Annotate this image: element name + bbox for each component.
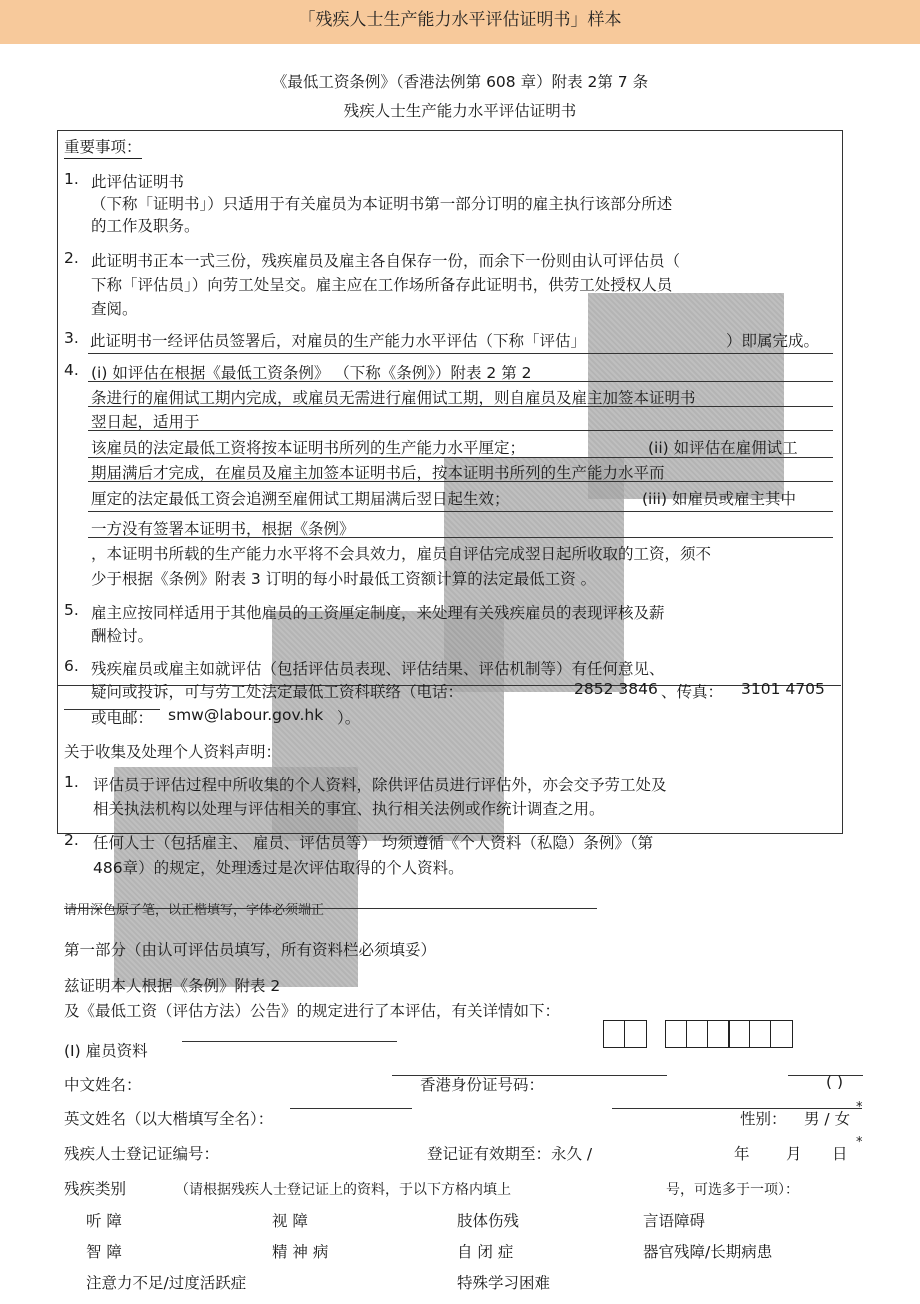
gender-label: 性别： [740,1110,787,1128]
item3-line1-end: ）即属完成。 [726,332,820,350]
privacy-heading: 关于收集及处理个人资料声明： [64,743,282,761]
option-mental[interactable]: 精 神 病 [272,1243,329,1261]
item4-line4: 该雇员的法定最低工资将按本证明书所列的生产能力水平厘定； [91,439,526,457]
item-number: 1. [64,170,79,188]
rule-line [88,511,833,512]
ordinance-reference: 《最低工资条例》（香港法例第 608 章）附表 2第 7 条 [271,73,649,91]
valid-until-label: 登记证有效期至：永久 / [427,1145,593,1163]
box-divider [749,1020,750,1047]
item2-line1: 此证明书正本一式三份，残疾雇员及雇主各自保存一份，而余下一份则由认可评估员（ [91,252,681,270]
option-physical[interactable]: 肢体伤残 [457,1212,520,1230]
option-learning[interactable]: 特殊学习困难 [457,1274,551,1292]
hkid-label: 香港身份证号码： [420,1076,545,1094]
declaration-line1: 兹证明本人根据《条例》附表 2 [64,977,281,995]
privacy1-line1: 评估员于评估过程中所收集的个人资料，除供评估员进行评估外，亦会交予劳工处及 [93,776,667,794]
document-title: 残疾人士生产能力水平评估证明书 [343,102,577,120]
option-intellectual[interactable]: 智 障 [86,1243,122,1261]
asterisk: * [856,1100,863,1115]
box-divider [686,1020,687,1047]
rule-line [88,353,833,354]
item1-line3: 的工作及职务。 [91,217,200,235]
item1-line1: 此评估证明书 [91,173,185,191]
english-name-field[interactable] [290,1108,412,1109]
item-number: 1. [64,773,79,791]
rule-line [88,406,833,407]
item1-line2: （下称「证明书」）只适用于有关雇员为本证明书第一部分订明的雇主执行该部分所述 [91,195,673,213]
option-autism[interactable]: 自 闭 症 [457,1243,514,1261]
hkid-prefix-box[interactable] [603,1020,647,1048]
item4-line1: (i) 如评估在根据《最低工资条例》 （下称《条例》）附表 2 第 2 [91,364,532,382]
important-heading: 重要事项： [64,135,142,159]
box-divider [707,1020,708,1047]
disability-type-label: 残疾类别 [64,1180,127,1198]
item6-line3-end: ）。 [337,709,361,727]
option-adhd[interactable]: 注意力不足/过度活跃症 [86,1274,247,1292]
underline [182,1041,397,1042]
rule-line [88,381,833,382]
item-number: 2. [64,249,79,267]
page-header: 「残疾人士生产能力水平评估证明书」样本 [0,0,920,44]
declaration-line2: 及《最低工资（评估方法）公告》的规定进行了本评估，有关详情如下： [64,1002,561,1020]
item4-line9: 少于根据《条例》附表 3 订明的每小时最低工资额计算的法定最低工资 。 [91,570,597,588]
part1-heading: 第一部分（由认可评估员填写，所有资料栏必须填妥） [64,941,437,959]
day-label: 日 [832,1145,848,1163]
item4-line8: ，本证明书所载的生产能力水平将不会具效力，雇员自评估完成翌日起所收取的工资，须不 [91,545,712,563]
chinese-name-label: 中文姓名： [64,1076,142,1094]
section-employee-info: (I) 雇员资料 [64,1042,148,1060]
registration-no-label: 残疾人士登记证编号： [64,1145,220,1163]
gender-options[interactable]: 男 / 女 [804,1110,851,1128]
phone-number: 2852 3846 [574,680,658,698]
item6-line2: 疑问或投诉，可与劳工处法定最低工资科联络（电话： [91,683,464,701]
rule-line [88,537,833,538]
item4-line6: 厘定的法定最低工资会追溯至雇佣试工期届满后翌日起生效； [91,490,510,508]
disability-note: （请根据残疾人士登记证上的资料，于以下方格内填上 [175,1182,511,1198]
rule-line [88,430,833,431]
rule-line [88,457,833,458]
strike-line [64,908,597,909]
rule-line [88,481,833,482]
disability-note-end: 号，可选多于一项）： [666,1182,799,1198]
item4-line4-b: (ii) 如评估在雇佣试工 [648,439,798,457]
item6-line1: 残疾雇员或雇主如就评估（包括评估员表现、评估结果、评估机制等）有任何意见、 [91,660,665,678]
month-label: 月 [786,1145,802,1163]
fax-number: 3101 4705 [741,680,825,698]
item3-line1: 此证明书一经评估员签署后，对雇员的生产能力水平评估（下称「评估」 [90,332,587,350]
english-name-label: 英文姓名（以大楷填写全名）： [64,1110,274,1128]
item4-line6-b: (iii) 如雇员或雇主其中 [642,490,796,508]
hkid-check-digit: ( ) [826,1073,844,1091]
option-visceral[interactable]: 器官残障/长期病患 [643,1243,773,1261]
item2-line3: 查阅。 [91,300,138,318]
privacy1-line2: 相关执法机构以处理与评估相关的事宜、执行相关法例或作统计调查之用。 [93,800,605,818]
item4-line5: 期届满后才完成，在雇员及雇主加签本证明书后，按本证明书所列的生产能力水平而 [91,464,665,482]
item4-line2: 条进行的雇佣试工期内完成，或雇员无需进行雇佣试工期，则自雇员及雇主加签本证明书 [91,389,696,407]
fill-instruction: 请用深色原子笔，以正楷填写，字体必须端正 [64,903,325,918]
item-number: 3. [64,329,79,347]
option-hearing[interactable]: 听 障 [86,1212,122,1230]
item5-line2: 酬检讨。 [91,627,154,645]
item-number: 4. [64,361,79,379]
fax-label: 、传真： [661,683,724,701]
item-number: 2. [64,831,79,849]
item4-line3: 翌日起，适用于 [91,413,200,431]
year-label: 年 [734,1145,750,1163]
box-divider [624,1020,625,1047]
privacy2-line1: 任何人士（包括雇主、 雇员、评估员等） 均须遵循《个人资料（私隐）条例》（第 [93,834,654,852]
item2-line2: 下称「评估员」）向劳工处呈交。雇主应在工作场所备存此证明书，供劳工处授权人员 [91,276,673,294]
privacy2-line2: 486章）的规定，处理透过是次评估取得的个人资料。 [93,859,464,877]
option-visual[interactable]: 视 障 [272,1212,308,1230]
option-speech[interactable]: 言语障碍 [643,1212,706,1230]
box-divider [770,1020,771,1047]
email-link[interactable]: smw@labour.gov.hk [168,706,324,724]
asterisk: * [856,1135,863,1150]
box-divider [728,1020,730,1047]
item5-line1: 雇主应按同样适用于其他雇员的工资厘定制度，来处理有关残疾雇员的表现评核及薪 [91,604,665,622]
item6-line3: 或电邮： [91,709,154,727]
item-number: 5. [64,601,79,619]
item-number: 6. [64,657,79,675]
item4-line7: 一方没有签署本证明书，根据《条例》 [91,520,355,538]
